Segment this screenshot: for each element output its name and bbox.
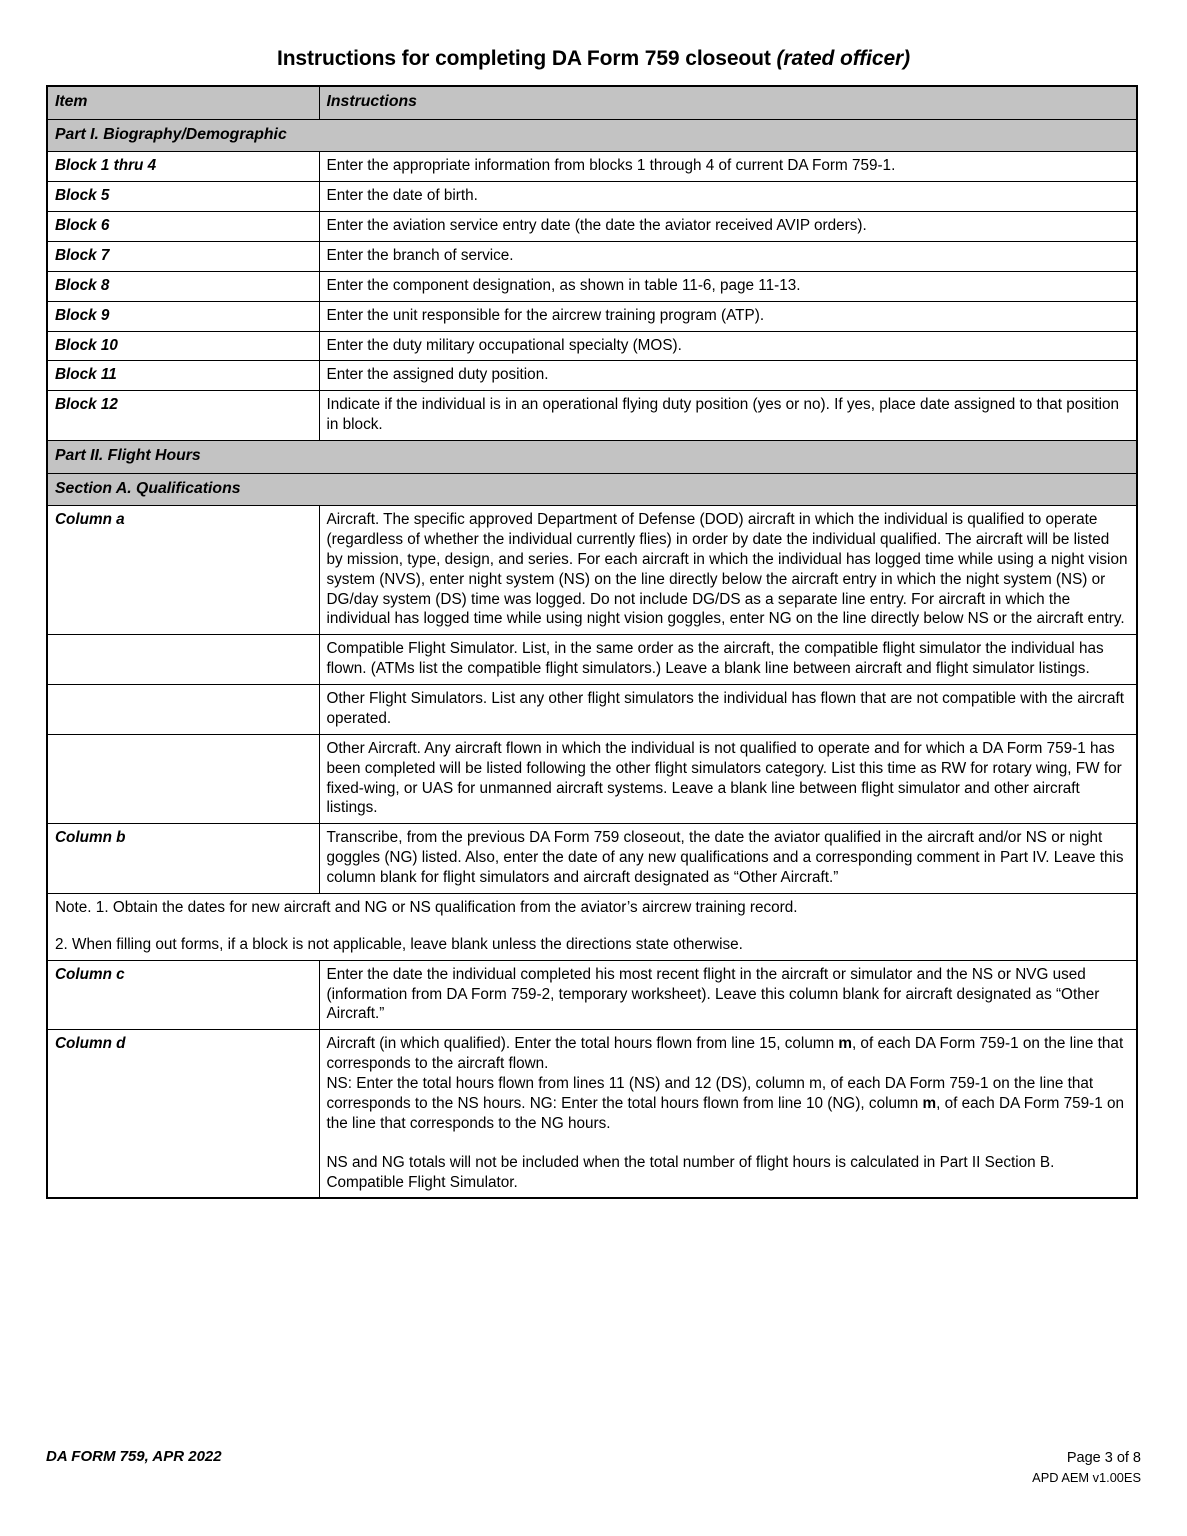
note-cell (47, 893, 1137, 960)
table-row (47, 301, 1137, 331)
row-item-label: Block 12 (47, 391, 319, 441)
table-row-column-c (47, 960, 1137, 1030)
row-instruction-text: Other Flight Simulators. List any other flight simulators the individual has flown that are not compatible with the aircraft operated. (319, 685, 1137, 735)
row-item-label: Block 8 (47, 271, 319, 301)
page-title-qualifier: (rated officer) (776, 47, 911, 70)
page-title (46, 46, 1141, 71)
row-instruction-text: Transcribe, from the previous DA Form 759 closeout, the date the aviator qualified in the aircraft and/or NS or night goggles (NG) listed. Also, enter the date of any new qualifications and a corresponding comment in Part IV. Leave this column blank for flight simulators and aircraft designated as “Other Aircraft.” (319, 824, 1137, 894)
table-row-column-b (47, 824, 1137, 894)
footer-apd-version: APD AEM v1.00ES (1032, 1470, 1141, 1486)
column-d-p2-a: NS: Enter the total hours flown from lines 11 (NS) and 12 (DS), column m, of each DA Form 759-1 on the line that corresponds to the NS hours. NG: Enter the total hours flown from line 10 (NG), column (326, 1075, 1094, 1112)
row-item-label: Column a (47, 506, 319, 635)
row-item-label: Column c (47, 960, 319, 1030)
table-row (47, 182, 1137, 212)
row-item-label: Column b (47, 824, 319, 894)
table-row-note (47, 893, 1137, 960)
section-header-part-2 (47, 441, 1137, 474)
section-header-part-1 (47, 119, 1137, 152)
note-line-1: Note. 1. Obtain the dates for new aircraft and NG or NS qualification from the aviator’s aircrew training record. (55, 898, 798, 916)
row-item-label: Block 5 (47, 182, 319, 212)
row-instruction-text: Indicate if the individual is in an operational flying duty position (yes or no). If yes, place date assigned to that position in block. (319, 391, 1137, 441)
table-row (47, 152, 1137, 182)
footer-page-number: Page 3 of 8 (1066, 1450, 1141, 1466)
row-instruction-text: Enter the assigned duty position. (319, 361, 1137, 391)
table-row-other-aircraft (47, 734, 1137, 824)
table-row-other-simulators (47, 685, 1137, 735)
column-d-p2-bold: m (922, 1094, 937, 1112)
table-row (47, 271, 1137, 301)
table-header-row (47, 86, 1137, 119)
column-d-paragraph-1 (327, 1034, 1130, 1074)
section-header-section-a (47, 473, 1137, 506)
table-row-column-d (47, 1030, 1137, 1199)
row-instruction-text: Enter the component designation, as shown in table 11-6, page 11-13. (319, 271, 1137, 301)
column-d-spacer (327, 1134, 1130, 1153)
column-header-instructions: Instructions (319, 86, 1137, 119)
row-instruction-text: Other Aircraft. Any aircraft flown in which the individual is not qualified to operate and for which a DA Form 759-1 has been completed will be listed following the other flight simulators category. List this time as RW for rotary wing, FW for fixed-wing, or UAS for unmanned aircraft systems. Leave a blank line between flight simulator and other aircraft listings. (319, 734, 1137, 824)
note-line-2: 2. When filling out forms, if a block is not applicable, leave blank unless the directions state otherwise. (55, 935, 743, 953)
row-instruction-text: Enter the unit responsible for the aircrew training program (ATP). (319, 301, 1137, 331)
row-item-label: Block 9 (47, 301, 319, 331)
row-item-label: Block 10 (47, 331, 319, 361)
footer-right-block (1032, 1448, 1141, 1488)
column-d-p1-a: Aircraft (in which qualified). Enter the total hours flown from line 15, column (326, 1035, 839, 1053)
column-d-paragraph-3: NS and NG totals will not be included when the total number of flight hours is calculated in Part II Section B. Compatible Flight Simulator. (326, 1153, 1055, 1191)
section-header-part-2-label: Part II. Flight Hours (47, 441, 1137, 474)
row-item-label: Column d (47, 1030, 319, 1199)
row-instruction-text: Enter the appropriate information from blocks 1 through 4 of current DA Form 759-1. (319, 152, 1137, 182)
table-row (47, 241, 1137, 271)
section-header-section-a-label: Section A. Qualifications (47, 473, 1137, 506)
column-d-p1-bold: m (838, 1035, 852, 1053)
row-instruction-text: Enter the date of birth. (319, 182, 1137, 212)
row-instruction-text: Enter the aviation service entry date (the date the aviator received AVIP orders). (319, 212, 1137, 242)
row-item-label: Block 11 (47, 361, 319, 391)
footer-form-id: DA FORM 759, APR 2022 (46, 1448, 222, 1465)
row-instruction-text: Aircraft. The specific approved Department of Defense (DOD) aircraft in which the individual is qualified to operate (regardless of whether the individual currently flies) in order by date the individual qualified. The aircraft will be listed by mission, type, design, and series. For each aircraft in which the individual has logged time while using a night vision system (NVS), enter night system (NS) on the line directly below the aircraft entry in which the night system (NS) or DG/day system (DS) time was logged. Do not include DG/DS as a separate line entry. For aircraft in which the individual has logged time while using night vision goggles, enter NG on the line directly below NS or the aircraft entry. (319, 506, 1137, 635)
column-d-p1-b: , of each DA Form 759-1 on the line that corresponds to the aircraft flown. (326, 1035, 1124, 1073)
row-item-label: Block 1 thru 4 (47, 152, 319, 182)
note-spacer (55, 918, 1129, 935)
table-row (47, 361, 1137, 391)
table-row-compatible-simulator (47, 635, 1137, 685)
row-instruction-text (319, 1030, 1137, 1199)
page-title-main: Instructions for completing DA Form 759 closeout (276, 47, 777, 70)
row-item-label-empty (47, 635, 319, 685)
page-footer (46, 1448, 1141, 1494)
table-row (47, 331, 1137, 361)
row-item-label-empty (47, 734, 319, 824)
table-row (47, 212, 1137, 242)
column-d-p2-b: , of each DA Form 759-1 on the line that corresponds to the NG hours. (326, 1094, 1125, 1132)
row-instruction-text: Enter the duty military occupational specialty (MOS). (319, 331, 1137, 361)
row-item-label: Block 6 (47, 212, 319, 242)
column-header-item: Item (47, 86, 319, 119)
table-row-column-a (47, 506, 1137, 635)
instructions-table (46, 85, 1138, 1199)
row-instruction-text: Compatible Flight Simulator. List, in the same order as the aircraft, the compatible flight simulator the individual has flown. (ATMs list the compatible flight simulators.) Leave a blank line between aircraft and flight simulator listings. (319, 635, 1137, 685)
row-item-label: Block 7 (47, 241, 319, 271)
table-row (47, 391, 1137, 441)
row-instruction-text: Enter the date the individual completed his most recent flight in the aircraft or simulator and the NS or NVG used (information from DA Form 759-2, temporary worksheet). Leave this column blank for aircraft designated as “Other Aircraft.” (319, 960, 1137, 1030)
section-header-part-1-label: Part I. Biography/Demographic (47, 119, 1137, 152)
column-d-paragraph-2 (327, 1074, 1130, 1134)
row-item-label-empty (47, 685, 319, 735)
row-instruction-text: Enter the branch of service. (319, 241, 1137, 271)
